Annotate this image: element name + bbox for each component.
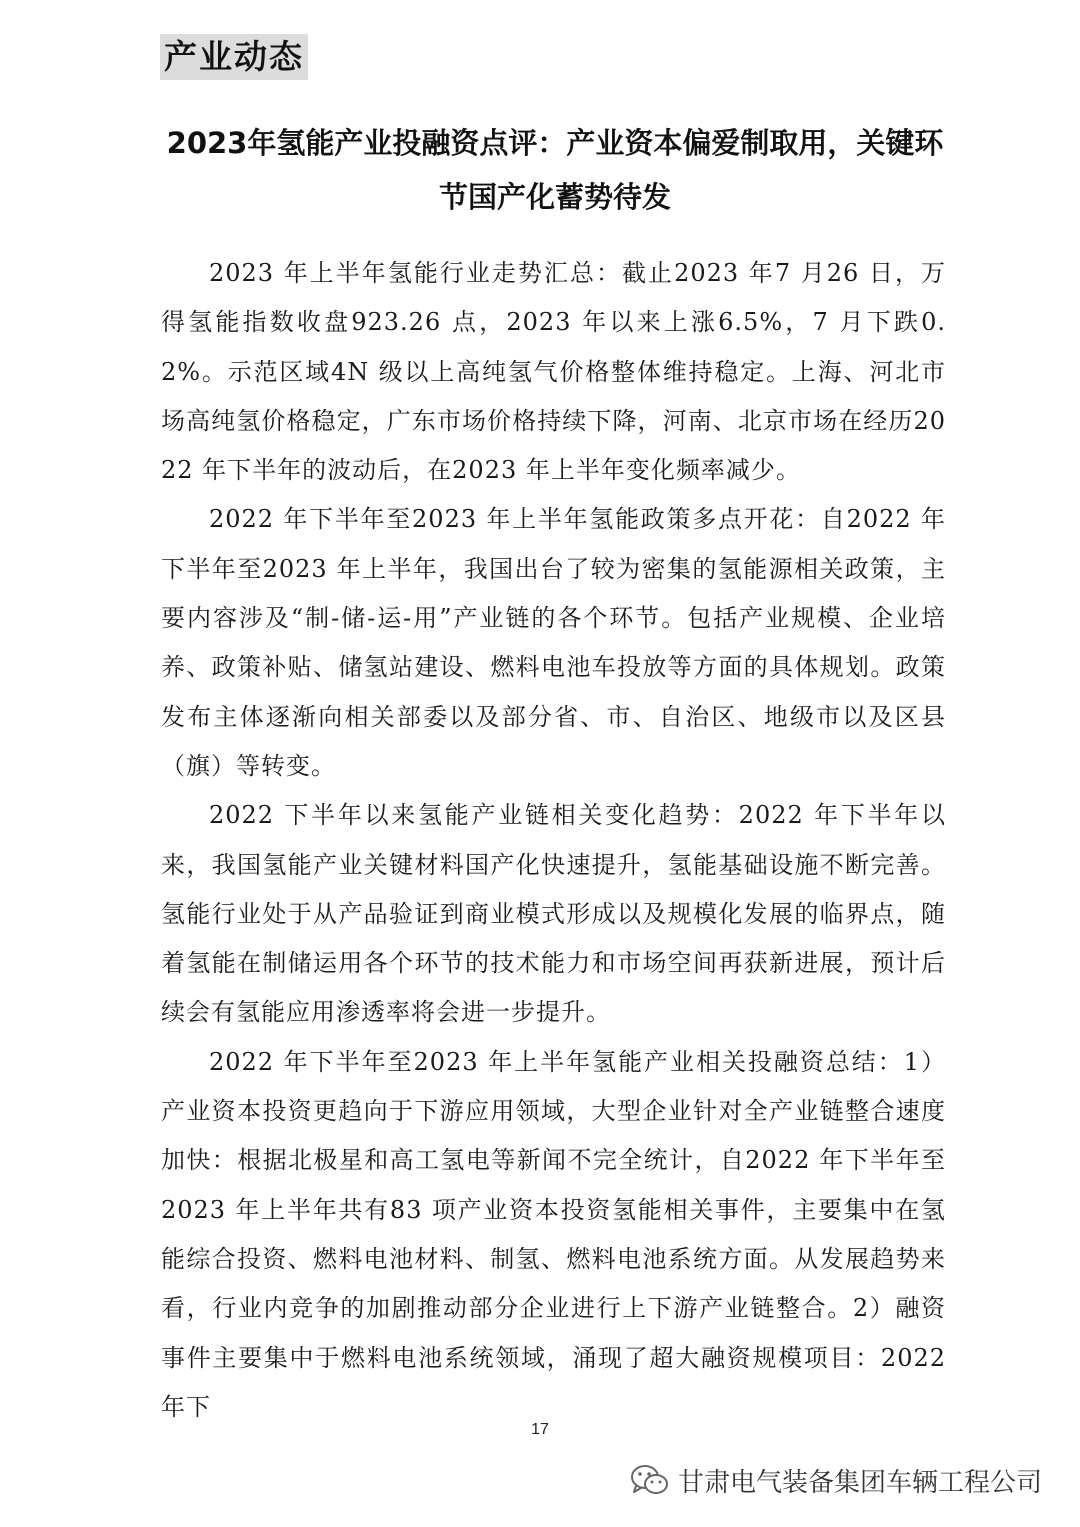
- page-number: 17: [531, 1421, 549, 1438]
- article-title: [150, 116, 960, 224]
- paragraph-industry-trend: 2022 下半年以来氢能产业链相关变化趋势：2022 年下半年以来，我国氢能产业关键材料国产化快速提升，氢能基础设施不断完善。氢能行业处于从产品验证到商业模式形成以及规模化发展的临界点，随着氢能在制储运用各个环节的技术能力和市场空间再获新进展，预计后续会有氢能应用渗透率将会进一步提升。: [161, 801, 946, 1027]
- section-tag: 产业动态: [160, 34, 308, 80]
- watermark-text: 甘肃电气装备集团车辆工程公司: [677, 1467, 1042, 1498]
- article-title-line-2: 节国产化蓄势待发: [438, 180, 671, 214]
- paragraph-market-summary: 2023 年上半年氢能行业走势汇总：截止2023 年7 月26 日，万得氢能指数收盘923.26 点，2023 年以来上涨6.5%，7 月下跌0.2%。示范区域4N 级以上高纯氢气价格整体维持稳定。上海、河北市场高纯氢价格稳定，广东市场价格持续下降，河南、北京市场在经历2022 年下半年的波动后，在2023 年上半年变化频率减少。: [161, 259, 946, 485]
- watermark: [630, 1462, 1042, 1498]
- article-body: [161, 249, 946, 1432]
- paragraph-investment-summary: 2022 年下半年至2023 年上半年氢能产业相关投融资总结：1）产业资本投资更趋向于下游应用领域，大型企业针对全产业链整合速度加快：根据北极星和高工氢电等新闻不完全统计，自2022 年下半年至2023 年上半年共有83 项产业资本投资氢能相关事件，主要集中在氢能综合投资、燃料电池材料、制氢、燃料电池系统方面。从发展趋势来看，行业内竞争的加剧推动部分企业进行上下游产业链整合。2）融资事件主要集中于燃料电池系统领域，涌现了超大融资规模项目：2022 年下: [161, 1047, 946, 1421]
- paragraph-policy: 2022 年下半年至2023 年上半年氢能政策多点开花：自2022 年下半年至2023 年上半年，我国出台了较为密集的氢能源相关政策，主要内容涉及“制-储-运-用”产业链的各个环节。包括产业规模、企业培养、政策补贴、储氢站建设、燃料电池车投放等方面的具体规划。政策发布主体逐渐向相关部委以及部分省、市、自治区、地级市以及区县（旗）等转变。: [161, 505, 946, 780]
- wechat-icon: [630, 1463, 670, 1497]
- article-title-line-1: 2023年氢能产业投融资点评：产业资本偏爱制取用，关键环: [166, 126, 944, 160]
